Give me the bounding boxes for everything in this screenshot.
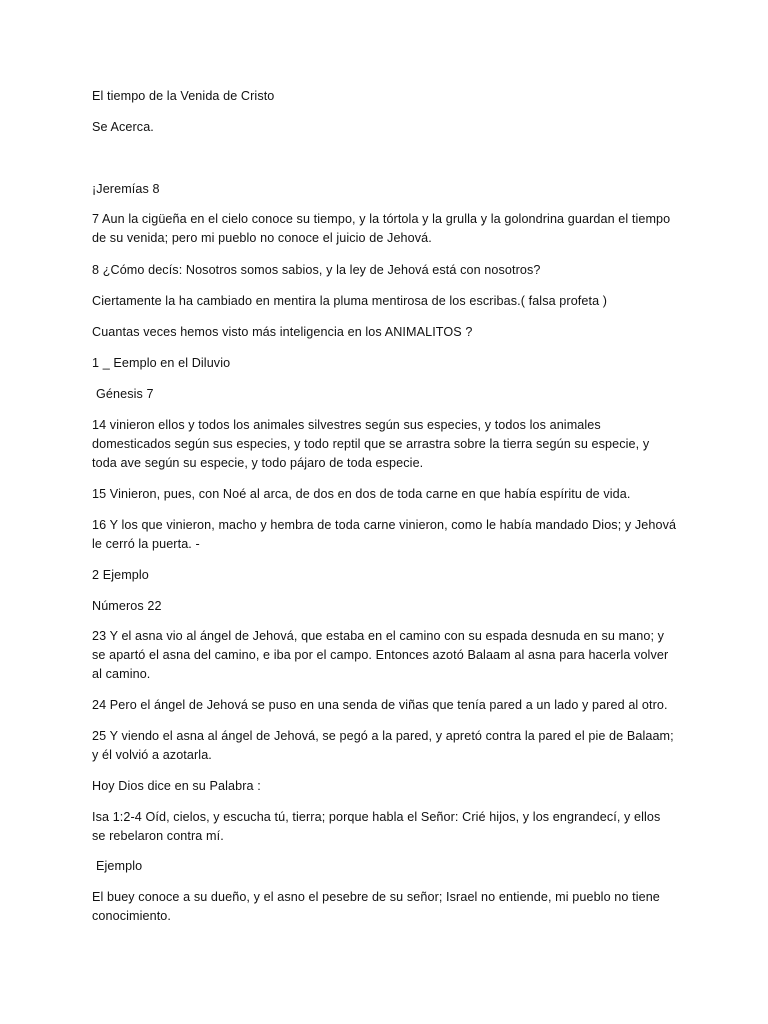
paragraph: Hoy Dios dice en su Palabra : [92, 779, 261, 793]
document-subtitle: Se Acerca. [92, 120, 154, 134]
example-heading: 1 _ Eemplo en el Diluvio [92, 356, 231, 370]
verse-paragraph: Isa 1:2-4 Oíd, cielos, y escucha tú, tierra; porque habla el Señor: Crié hijos, y los engrandecí, y ellos se rebelaron contra mí. [92, 810, 661, 843]
verse-paragraph: 14 vinieron ellos y todos los animales silvestres según sus especies, y todos los animales domesticados según sus especies, y todo reptil que se arrastra sobre la tierra según su especie, y toda ave según su especie, y todo pájaro de toda especie. [92, 418, 650, 470]
section-heading-jeremias: ¡Jeremías 8 [92, 182, 160, 196]
verse-paragraph: 23 Y el asna vio al ángel de Jehová, que estaba en el camino con su espada desnuda en su mano; y se apartó el asna del camino, e iba por el campo. Entonces azotó Balaam al asna para hacerla volver al camino. [92, 629, 669, 681]
verse-paragraph: 15 Vinieron, pues, con Noé al arca, de dos en dos de toda carne en que había espíritu de vida. [92, 487, 631, 501]
example-heading: Ejemplo [96, 859, 143, 873]
verse-paragraph: 24 Pero el ángel de Jehová se puso en una senda de viñas que tenía pared a un lado y pared al otro. [92, 698, 668, 712]
verse-paragraph: 16 Y los que vinieron, macho y hembra de toda carne vinieron, como le había mandado Dios; y Jehová le cerró la puerta. - [92, 518, 677, 551]
verse-paragraph: 7 Aun la cigüeña en el cielo conoce su tiempo, y la tórtola y la grulla y la golondrina guardan el tiempo de su venida; pero mi pueblo no conoce el juicio de Jehová. [92, 212, 671, 245]
paragraph: Cuantas veces hemos visto más inteligencia en los ANIMALITOS ? [92, 325, 473, 339]
paragraph: Ciertamente la ha cambiado en mentira la pluma mentirosa de los escribas.( falsa profeta ) [92, 294, 608, 308]
verse-paragraph: 25 Y viendo el asna al ángel de Jehová, se pegó a la pared, y apretó contra la pared el pie de Balaam; y él volvió a azotarla. [92, 729, 674, 762]
section-heading-genesis: Génesis 7 [96, 387, 154, 401]
verse-paragraph: El buey conoce a su dueño, y el asno el pesebre de su señor; Israel no entiende, mi pueblo no tiene conocimiento. [92, 890, 660, 923]
verse-paragraph: 8 ¿Cómo decís: Nosotros somos sabios, y la ley de Jehová está con nosotros? [92, 263, 541, 277]
example-heading: 2 Ejemplo [92, 568, 149, 582]
section-heading-numeros: Números 22 [92, 599, 162, 613]
document-title: El tiempo de la Venida de Cristo [92, 89, 275, 103]
